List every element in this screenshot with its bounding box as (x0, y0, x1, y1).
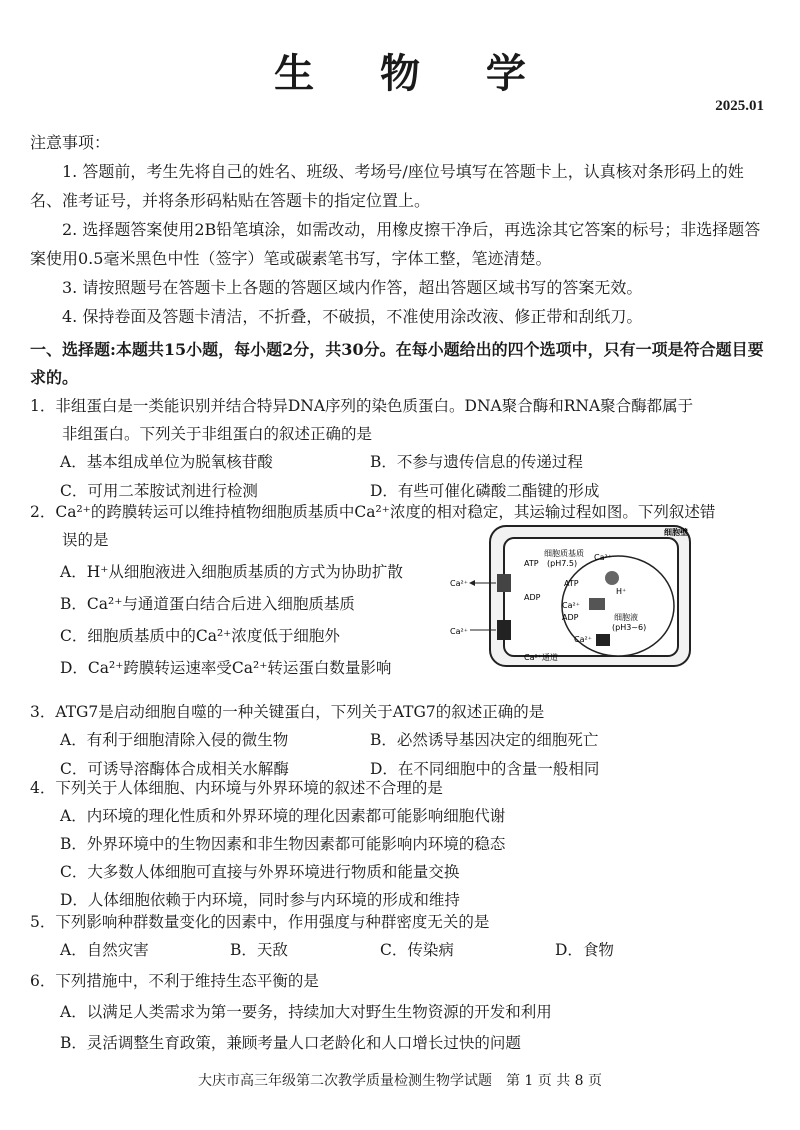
channel-label: Ca²⁺通道 (524, 653, 558, 662)
atp-label: ATP (564, 579, 579, 588)
channel-icon (596, 634, 610, 646)
question-stem: 3．ATG7是启动细胞自噬的一种关键蛋白，下列关于ATG7的叙述正确的是 (30, 703, 545, 721)
question-stem: 6．下列措施中，不利于维持生态平衡的是 (30, 972, 319, 990)
note-item: 3. 请按照题号在答题卡上各题的答题区域内作答，超出答题区域书写的答案无效。 (62, 278, 643, 297)
channel-icon (497, 620, 511, 640)
option-a: A．以满足人类需求为第一要务，持续加大对野生生物资源的开发和利用 (60, 1003, 552, 1021)
question-stem: 1．非组蛋白是一类能识别并结合特异DNA序列的染色质蛋白。DNA聚合酶和RNA聚合酶都属于 (30, 397, 694, 415)
option-b: B．天敌 (230, 941, 288, 959)
question-stem: 5．下列影响种群数量变化的因素中，作用强度与种群密度无关的是 (30, 913, 490, 931)
note-item: 1. 答题前，考生先将自己的姓名、班级、考场号/座位号填写在答题卡上，认真核对条形码上的姓名、准考证号，并将条形码粘贴在答题卡的指定位置上。 (30, 162, 744, 210)
question-1 (30, 392, 775, 506)
notes-heading: 注意事项： (30, 133, 111, 152)
page-title: 生 物 学 (274, 50, 552, 97)
question-6 (30, 966, 775, 1059)
option-d: D．Ca²⁺跨膜转运速率受Ca²⁺转运蛋白数量影响 (60, 659, 392, 677)
atp-label: ATP (524, 559, 539, 568)
option-b: B．不参与遗传信息的传递过程 (370, 453, 583, 471)
option-d: D．有些可催化磷酸二酯键的形成 (370, 482, 600, 500)
question-3 (30, 698, 775, 784)
adp-label: ADP (562, 613, 579, 622)
question-5 (30, 908, 775, 965)
question-stem-cont: 非组蛋白。下列关于非组蛋白的叙述正确的是 (62, 425, 373, 443)
question-stem: 2．Ca²⁺的跨膜转运可以维持植物细胞质基质中Ca²⁺浓度的相对稳定，其运输过程如图。下列叙述错 (30, 503, 716, 521)
option-b: B．Ca²⁺与通道蛋白结合后进入细胞质基质 (60, 595, 355, 613)
cytoplasm-ph: (pH7.5) (547, 559, 578, 568)
option-a: A．自然灾害 (60, 941, 149, 959)
options-row (30, 726, 775, 755)
vacuole-ph: (pH3~6) (612, 623, 647, 632)
option-d: D．食物 (555, 941, 614, 959)
options-row (30, 448, 775, 477)
ca-label: Ca²⁺ (594, 553, 612, 562)
option-b: B．必然诱导基因决定的细胞死亡 (370, 731, 599, 749)
cytoplasm-label: 细胞质基质 (544, 549, 584, 558)
question-stem: 4．下列关于人体细胞、内环境与外界环境的叙述不合理的是 (30, 779, 443, 797)
question-4 (30, 774, 775, 914)
option-a: A．H⁺从细胞液进入细胞质基质的方式为协助扩散 (60, 563, 403, 581)
note-item: 4. 保持卷面及答题卡清洁，不折叠，不破损，不准使用涂改液、修正带和刮纸刀。 (62, 307, 643, 326)
wall-label: 细胞壁 (664, 528, 688, 537)
note-item: 2. 选择题答案使用2B铅笔填涂，如需改动，用橡皮擦干净后，再选涂其它答案的标号；非选择题答案使用0.5毫米黑色中性（签字）笔或碳素笔书写，字体工整，笔迹清楚。 (30, 220, 761, 268)
option-b: B．灵活调整生育政策，兼顾考量人口老龄化和人口增长过快的问题 (60, 1034, 521, 1052)
option-a: A．内环境的理化性质和外界环境的理化因素都可能影响细胞代谢 (60, 807, 506, 825)
option-c: C．传染病 (380, 941, 454, 959)
calcium-transport-diagram (446, 522, 696, 672)
antiporter-icon (605, 571, 619, 585)
option-c: C．可诱导溶酶体合成相关水解酶 (60, 760, 289, 778)
ca-label: Ca²⁺ (450, 627, 468, 636)
page-footer: 大庆市高三年级第二次教学质量检测生物学试题 第 1 页 共 8 页 (197, 1073, 603, 1089)
section-heading: 一、选择题:本题共15小题，每小题2分，共30分。在每小题给出的四个选项中，只有一项是符合题目要求的。 (30, 340, 764, 387)
pump-icon (497, 574, 511, 592)
question-stem-cont: 误的是 (62, 531, 109, 549)
ca-label: Ca²⁺ (562, 601, 580, 610)
h-label: H⁺ (616, 587, 627, 596)
diagram-svg (446, 522, 696, 672)
ca-label: Ca²⁺ (574, 635, 592, 644)
options-row (30, 936, 775, 965)
option-a: A．基本组成单位为脱氧核苷酸 (60, 453, 273, 471)
option-b: B．外界环境中的生物因素和非生物因素都可能影响内环境的稳态 (60, 835, 506, 853)
ca-label: Ca²⁺ (450, 579, 468, 588)
option-c: C．大多数人体细胞可直接与外界环境进行物质和能量交换 (60, 863, 460, 881)
option-c: C．细胞质基质中的Ca²⁺浓度低于细胞外 (60, 627, 340, 645)
exam-date: 2025.01 (715, 98, 764, 114)
option-d: D．在不同细胞中的含量一般相同 (370, 760, 600, 778)
adp-label: ADP (524, 593, 541, 602)
pump-icon (589, 598, 605, 610)
notes (30, 128, 775, 331)
option-d: D．人体细胞依赖于内环境，同时参与内环境的形成和维持 (60, 891, 460, 909)
vacuole-label: 细胞液 (614, 613, 638, 622)
option-c: C．可用二苯胺试剂进行检测 (60, 482, 258, 500)
option-a: A．有利于细胞清除入侵的微生物 (60, 731, 289, 749)
